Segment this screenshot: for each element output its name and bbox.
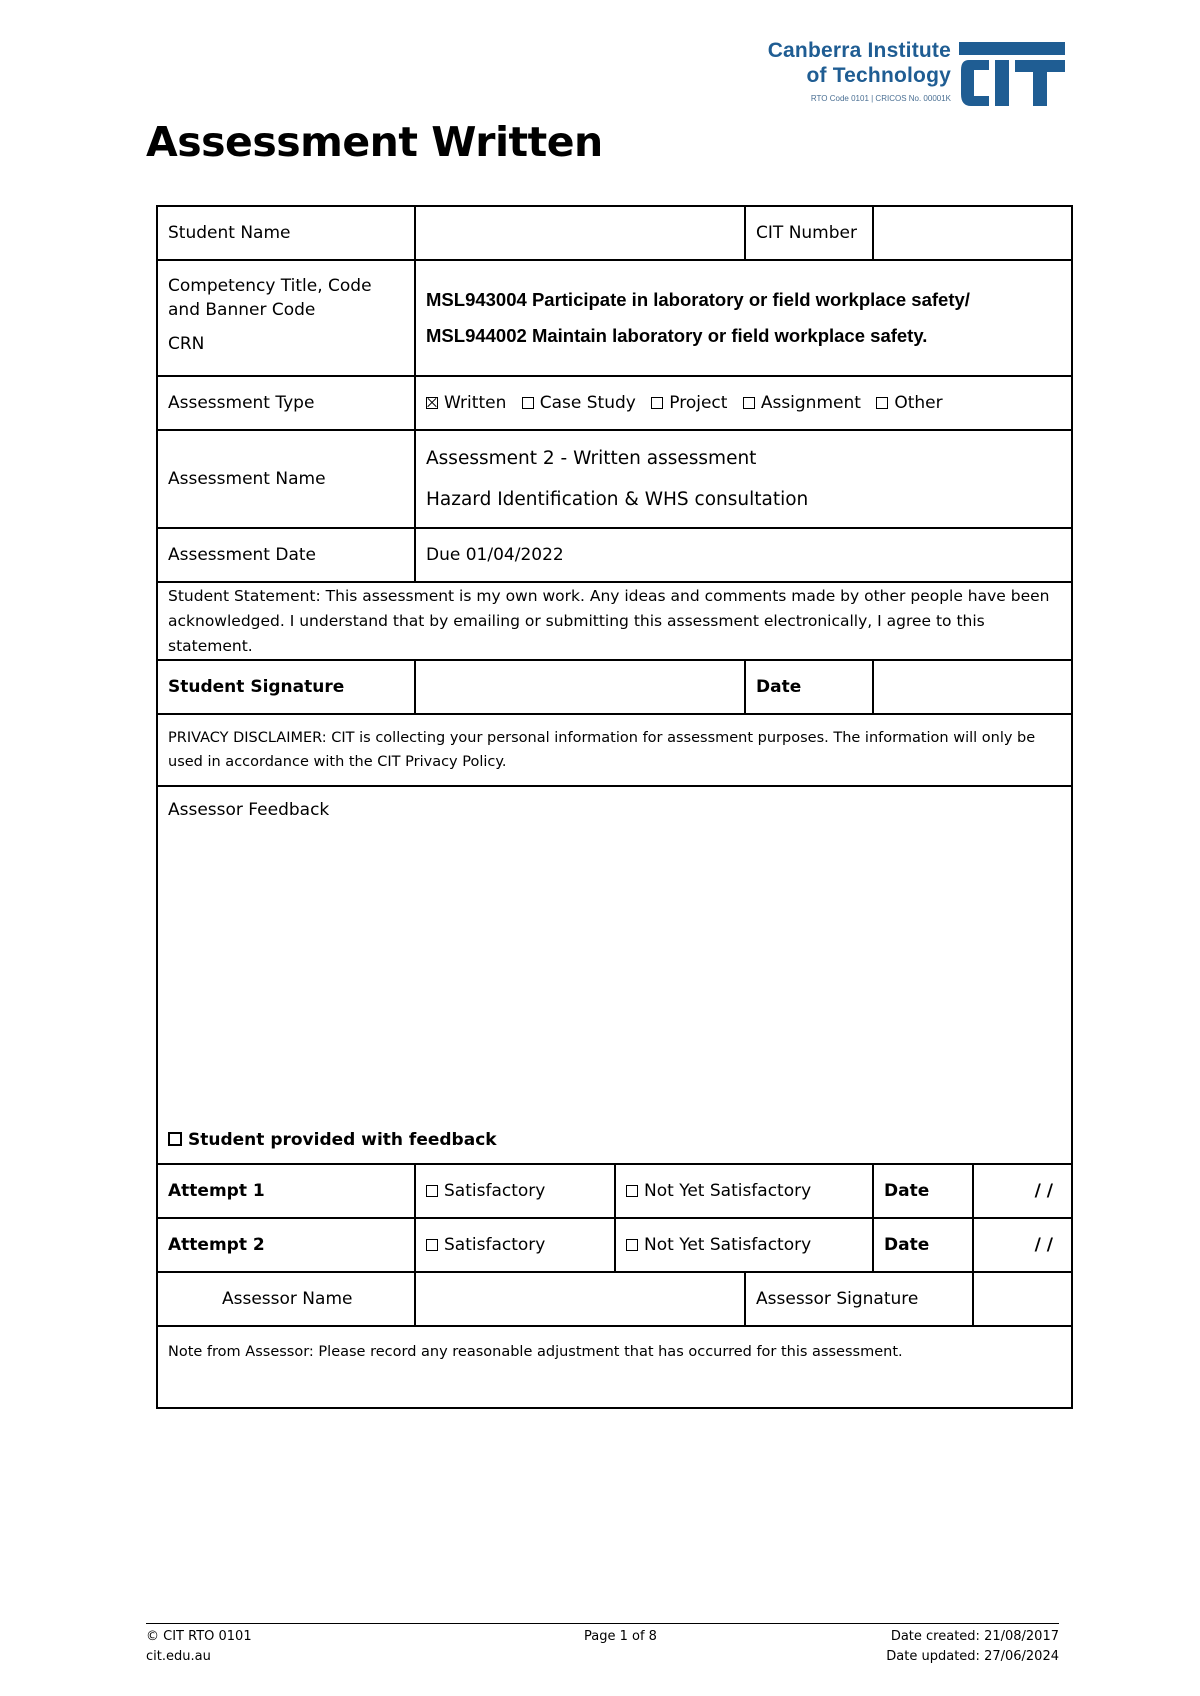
assessor-name-label: Assessor Name [212,1272,415,1326]
assessor-feedback-row [157,786,1072,1164]
attempt-2-not-yet-checkbox-icon[interactable] [626,1239,638,1251]
attempt-1-not-yet-label: Not Yet Satisfactory [644,1181,812,1201]
project-checkbox-icon[interactable] [651,397,663,409]
assessor-note-row [157,1326,1072,1408]
competency-label-line-2: and Banner Code [168,300,316,320]
student-name-field[interactable] [415,206,745,260]
type-project-label: Project [669,393,728,413]
logo-line-1: Canberra Institute [767,39,951,62]
feedback-provided-label: Student provided with feedback [188,1130,497,1150]
student-name-label: Student Name [157,206,415,260]
type-case-study-label: Case Study [539,393,636,413]
attempt-row [157,1218,1072,1272]
assessor-signature-label: Assessor Signature [745,1272,973,1326]
student-statement-cell [157,582,1072,660]
assessment-name-line-1: Assessment 2 - Written assessment [426,448,757,469]
competency-row [157,260,1072,376]
student-signature-field[interactable] [415,660,745,714]
attempt-2-satisfactory [415,1218,615,1272]
attempt-2-not-yet [615,1218,873,1272]
feedback-provided-option [168,1130,497,1150]
attempt-1-satisfactory-checkbox-icon[interactable] [426,1185,438,1197]
logo-line-2: of Technology [806,64,951,87]
attempt-1-not-yet-checkbox-icon[interactable] [626,1185,638,1197]
type-assignment-label: Assignment [760,393,861,413]
competency-line-2: MSL944002 Maintain laboratory or field workplace safety. [426,325,928,346]
attempt-2-satisfactory-checkbox-icon[interactable] [426,1239,438,1251]
assessor-feedback-cell [157,786,1072,1164]
attempt-1-not-yet [615,1164,873,1218]
attempt-row [157,1164,1072,1218]
footer-left [146,1627,252,1667]
footer-page-number: Page 1 of 8 [584,1629,657,1644]
assessor-signature-field[interactable] [973,1272,1072,1326]
cit-logo [755,38,1065,110]
footer-date-created: Date created: 21/08/2017 [890,1629,1059,1644]
assessor-feedback-label: Assessor Feedback [168,800,330,820]
assessment-date-row [157,528,1072,582]
attempt-1-date-field[interactable]: / / [973,1164,1072,1218]
footer-copyright: © CIT RTO 0101 [146,1629,252,1644]
assessment-name-label: Assessment Name [157,430,415,528]
case-study-checkbox-icon[interactable] [522,397,534,409]
signature-date-field[interactable] [873,660,1072,714]
other-checkbox-icon[interactable] [876,397,888,409]
student-signature-label: Student Signature [157,660,415,714]
assessment-name-line-2: Hazard Identification & WHS consultation [426,489,809,510]
attempt-1-label: Attempt 1 [157,1164,415,1218]
assignment-checkbox-icon[interactable] [743,397,755,409]
footer-right [886,1627,1059,1667]
logo-subtext: RTO Code 0101 | CRICOS No. 00001K [810,94,951,103]
page-title: Assessment Written [146,118,603,166]
assessment-cover-form [156,205,1073,1409]
attempt-1-satisfactory [415,1164,615,1218]
privacy-disclaimer: PRIVACY DISCLAIMER: CIT is collecting your personal information for assessment purposes. The information will only be used in accordance with the CIT Privacy Policy. [157,714,1072,786]
assessor-note: Note from Assessor: Please record any reasonable adjustment that has occurred for this assessment. [157,1326,1072,1408]
signature-date-label: Date [745,660,873,714]
cit-number-label: CIT Number [745,206,873,260]
feedback-provided-checkbox-icon[interactable] [168,1132,182,1146]
attempt-2-label: Attempt 2 [157,1218,415,1272]
cit-logo-mark-icon [959,42,1065,108]
privacy-row [157,714,1072,786]
attempt-2-date-label: Date [873,1218,973,1272]
assessment-date-value: Due 01/04/2022 [415,528,1072,582]
type-other-label: Other [894,393,943,413]
assessment-type-options [415,376,1072,430]
student-statement-row [157,582,1072,660]
attempt-2-date-field[interactable]: / / [973,1218,1072,1272]
assessment-name-row [157,430,1072,528]
competency-line-1: MSL943004 Participate in laboratory or field workplace safety/ [426,289,970,310]
student-statement-label: Student Statement: [168,586,321,605]
assessor-name-field[interactable] [415,1272,745,1326]
type-written-label: Written [444,393,507,413]
attempt-2-satisfactory-label: Satisfactory [444,1235,546,1255]
competency-label-line-1: Competency Title, Code [168,276,372,296]
attempt-1-satisfactory-label: Satisfactory [444,1181,546,1201]
assessment-date-label: Assessment Date [157,528,415,582]
page-footer [146,1623,1059,1664]
cit-number-field[interactable] [873,206,1072,260]
footer-website-link[interactable]: cit.edu.au [146,1649,211,1664]
assessment-name-value-cell [415,430,1072,528]
competency-value-cell [415,260,1072,376]
attempt-2-not-yet-label: Not Yet Satisfactory [644,1235,812,1255]
assessor-name-label-cell [157,1272,212,1326]
written-checkbox-icon[interactable] [426,397,438,409]
assessment-type-row [157,376,1072,430]
competency-label-cell [157,260,415,376]
assessment-type-label: Assessment Type [157,376,415,430]
assessor-row [157,1272,1072,1326]
student-name-row [157,206,1072,260]
student-statement-text: This assessment is my own work. Any ideas and comments made by other people have been acknowledged. I understand that by emailing or submitting this assessment electronically, I agree to this statement. [168,586,1050,655]
student-signature-row [157,660,1072,714]
crn-label: CRN [168,334,205,354]
footer-date-updated: Date updated: 27/06/2024 [886,1649,1059,1664]
attempt-1-date-label: Date [873,1164,973,1218]
